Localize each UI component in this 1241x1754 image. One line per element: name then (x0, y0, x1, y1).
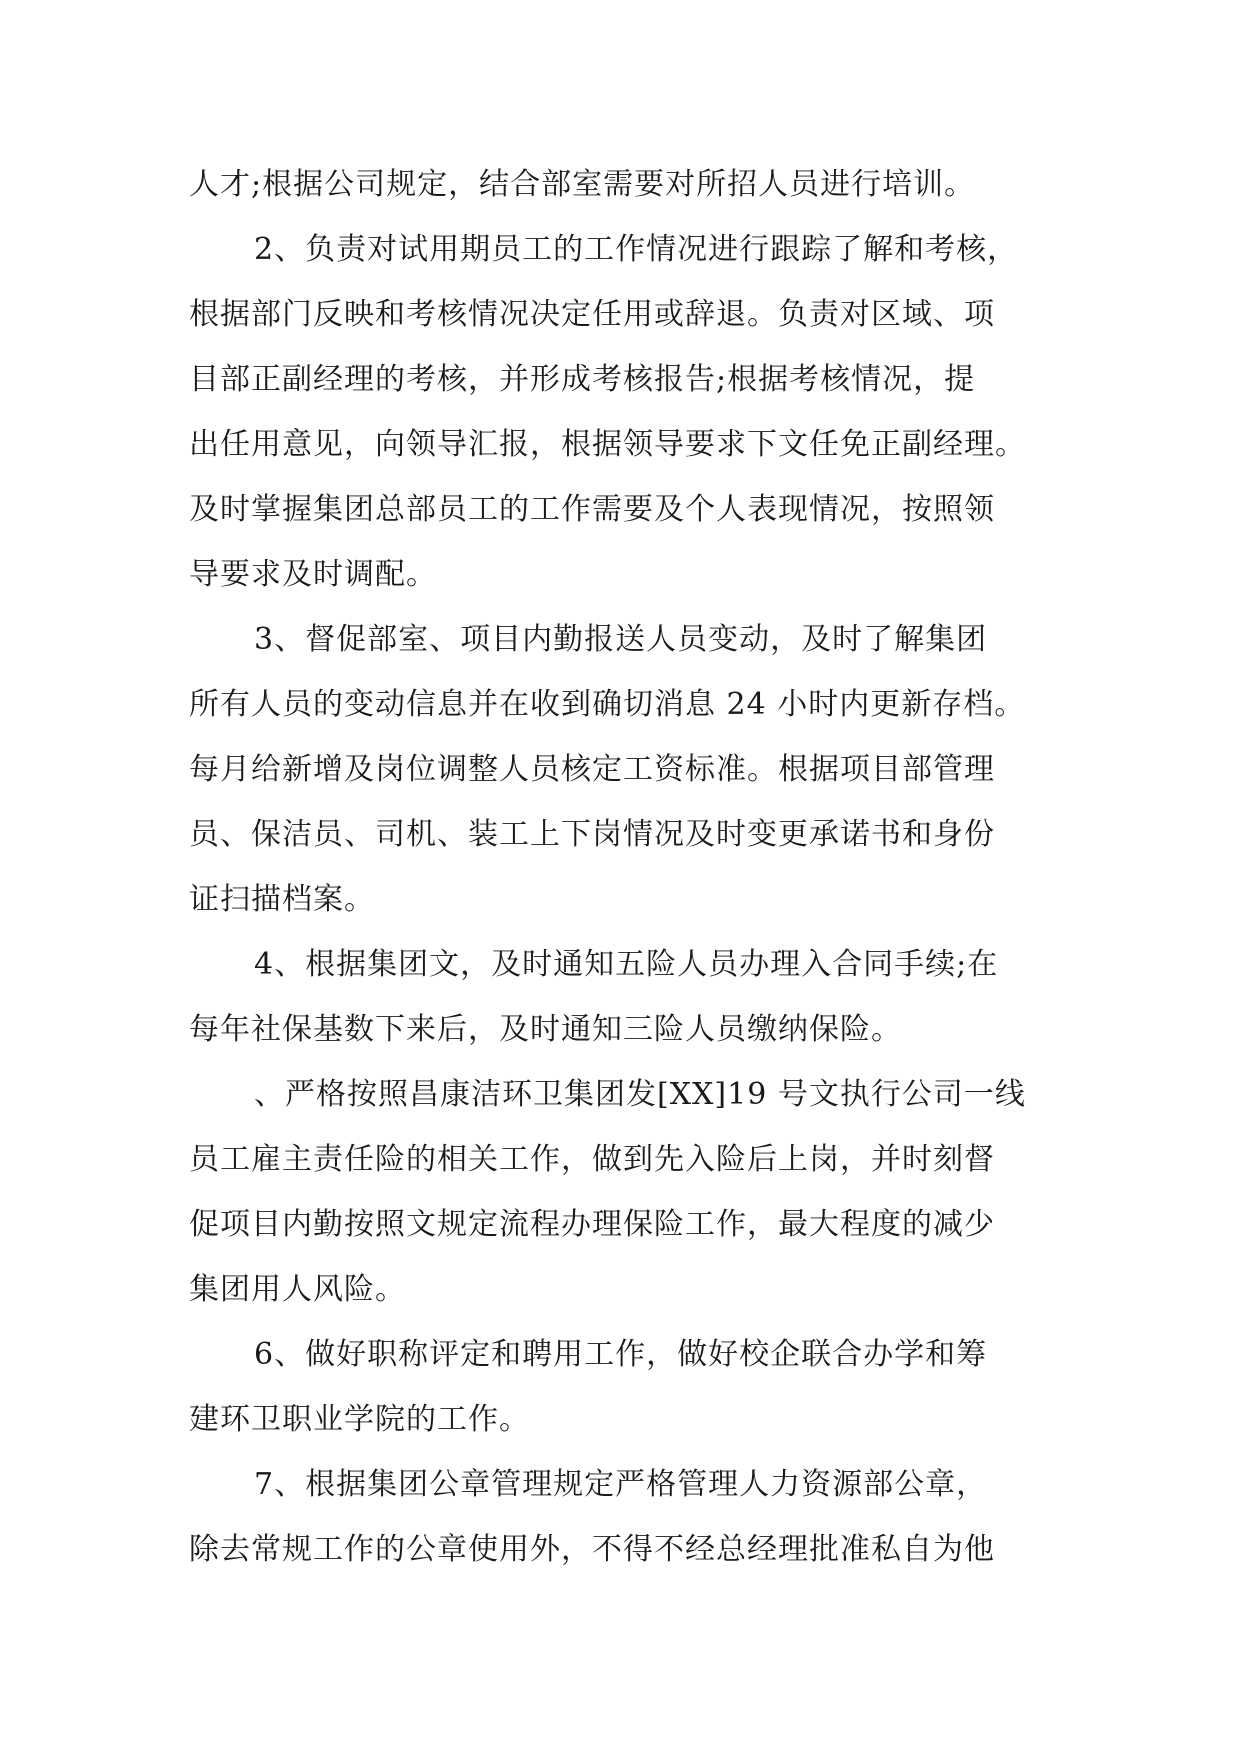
text-line: 根据部门反映和考核情况决定任用或辞退。负责对区域、项 (189, 297, 995, 332)
text-line: 目部正副经理的考核，并形成考核报告;根据考核情况，提 (189, 362, 976, 397)
paragraph-3-start: 3、督促部室、项目内勤报送人员变动，及时了解集团 (254, 622, 988, 657)
text-line: 除去常规工作的公章使用外，不得不经总经理批准私自为他 (189, 1532, 995, 1567)
text-line: 出任用意见，向领导汇报，根据领导要求下文任免正副经理。 (189, 427, 1026, 462)
paragraph-4-start: 4、根据集团文，及时通知五险人员办理入合同手续;在 (254, 947, 999, 982)
text-line: 每月给新增及岗位调整人员核定工资标准。根据项目部管理 (189, 752, 995, 787)
text-line: 促项目内勤按照文规定流程办理保险工作，最大程度的减少 (189, 1207, 995, 1242)
text-line: 及时掌握集团总部员工的工作需要及个人表现情况，按照领 (189, 492, 995, 527)
text-line: 证扫描档案。 (189, 882, 375, 917)
text-line: 员、保洁员、司机、装工上下岗情况及时变更承诺书和身份 (189, 817, 995, 852)
text-line: 导要求及时调配。 (189, 557, 437, 592)
text-line: 集团用人风险。 (189, 1272, 406, 1307)
paragraph-7-start: 7、根据集团公章管理规定严格管理人力资源部公章， (254, 1467, 988, 1502)
paragraph-2-start: 2、负责对试用期员工的工作情况进行跟踪了解和考核， (254, 232, 1019, 267)
text-line: 员工雇主责任险的相关工作，做到先入险后上岗，并时刻督 (189, 1142, 995, 1177)
text-line: 每年社保基数下来后，及时通知三险人员缴纳保险。 (189, 1012, 902, 1047)
text-line: 所有人员的变动信息并在收到确切消息 24 小时内更新存档。 (189, 687, 1026, 722)
text-line: 建环卫职业学院的工作。 (189, 1402, 530, 1437)
paragraph-6-start: 6、做好职称评定和聘用工作，做好校企联合办学和筹 (254, 1337, 988, 1372)
document-body (189, 152, 1059, 1582)
paragraph-5-start: 、严格按照昌康洁环卫集团发[XX]19 号文执行公司一线 (254, 1077, 1026, 1112)
text-line: 人才;根据公司规定，结合部室需要对所招人员进行培训。 (189, 167, 976, 202)
